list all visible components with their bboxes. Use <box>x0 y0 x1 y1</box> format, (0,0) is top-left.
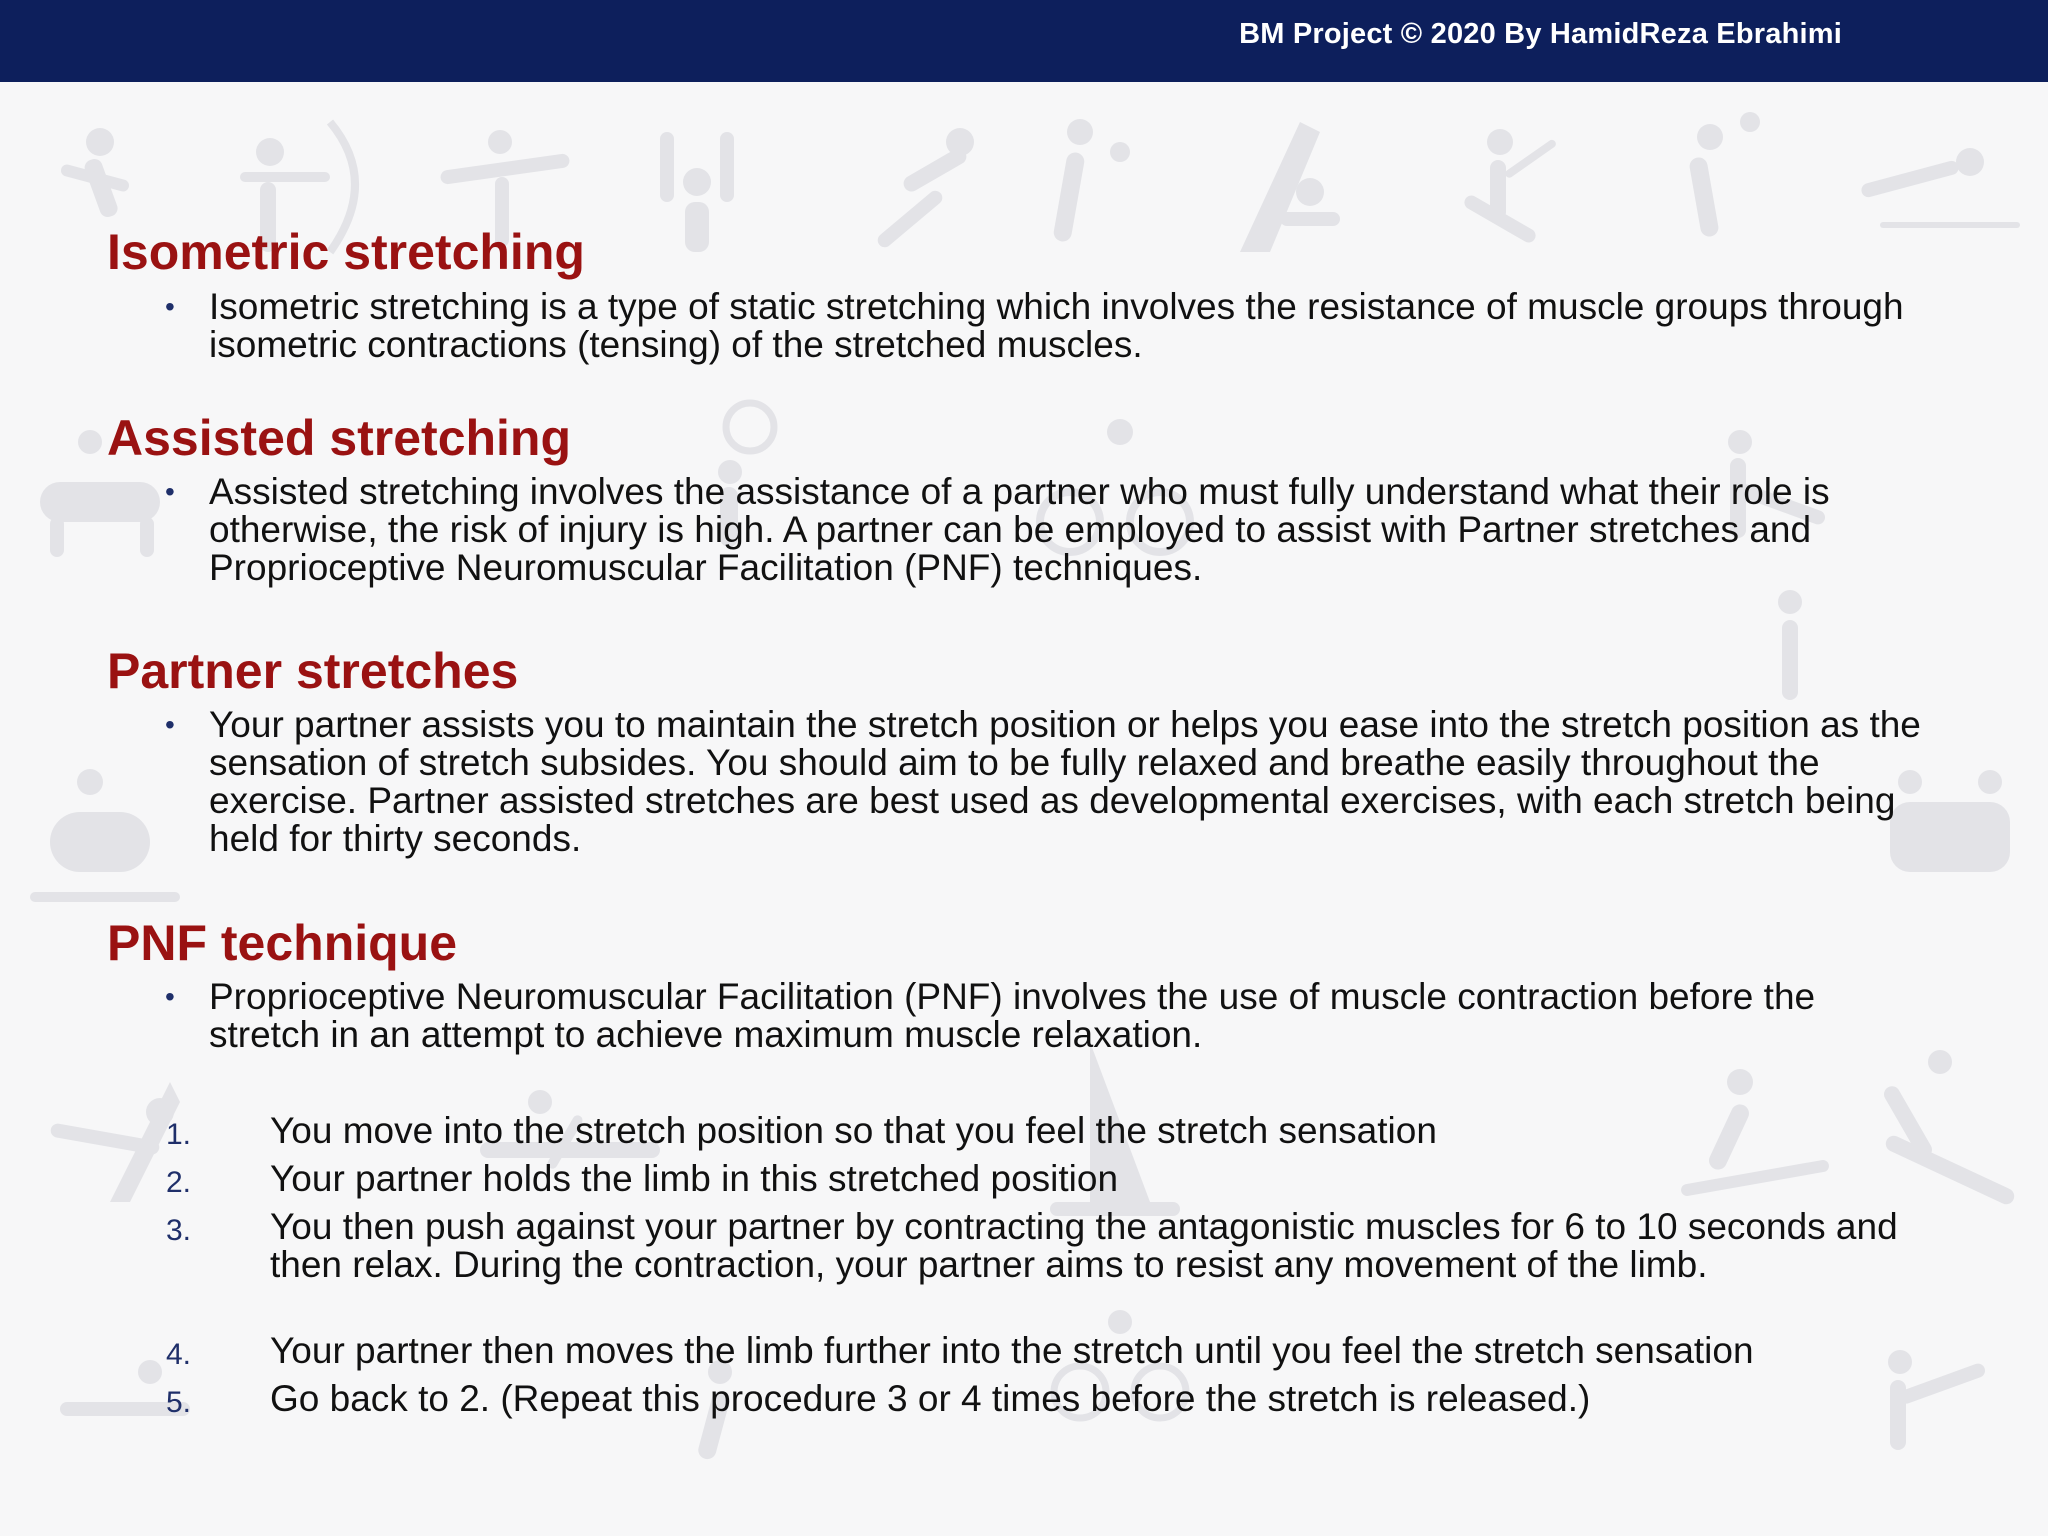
bullet-dot: • <box>165 476 175 507</box>
bullet-text: Assisted stretching involves the assistance of a partner who must fully understand what their role is otherwise, the risk of injury is high. A partner can be employed to assist with Partner stretches and Proprioceptive Neuromuscular Facilitation (PNF) techniques. <box>209 471 1830 588</box>
step-number: 4. <box>166 1338 192 1371</box>
bullet-text: Your partner assists you to maintain the stretch position or helps you ease into the stretch position as the sensation of stretch subsides. You should aim to be fully relaxed and breathe easily throughout the exercise. Partner assisted stretches are best used as developmental exercises, with each stretch being held for thirty seconds. <box>209 704 1921 859</box>
header-credit: BM Project © 2020 By HamidReza Ebrahimi <box>1239 18 1842 50</box>
step-text: Your partner holds the limb in this stretched position <box>270 1158 1119 1199</box>
step-number: 1. <box>166 1118 192 1151</box>
bullet-text: Proprioceptive Neuromuscular Facilitation (PNF) involves the use of muscle contraction before the stretch in an attempt to achieve maximum muscle relaxation. <box>209 976 1816 1055</box>
step-number: 2. <box>166 1166 192 1199</box>
section-title-assisted-stretching: Assisted stretching <box>107 410 572 466</box>
bullet-text: Isometric stretching is a type of static stretching which involves the resistance of muscle groups through isometric contractions (tensing) of the stretched muscles. <box>209 286 1904 365</box>
step-text: You move into the stretch position so that you feel the stretch sensation <box>270 1110 1437 1151</box>
section-title-pnf-technique: PNF technique <box>107 915 458 971</box>
step-text: Your partner then moves the limb further into the stretch until you feel the stretch sensation <box>270 1330 1754 1371</box>
step-text: You then push against your partner by contracting the antagonistic muscles for 6 to 10 seconds and then relax. During the contraction, your partner aims to resist any movement of the limb. <box>270 1206 1898 1285</box>
bullet-dot: • <box>165 291 175 322</box>
bullet-dot: • <box>165 709 175 740</box>
step-number: 3. <box>166 1214 192 1247</box>
bullet-dot: • <box>165 981 175 1012</box>
step-number: 5. <box>166 1386 192 1419</box>
step-text: Go back to 2. (Repeat this procedure 3 or 4 times before the stretch is released.) <box>270 1378 1591 1419</box>
section-title-partner-stretches: Partner stretches <box>107 643 519 699</box>
section-title-isometric-stretching: Isometric stretching <box>107 224 585 280</box>
